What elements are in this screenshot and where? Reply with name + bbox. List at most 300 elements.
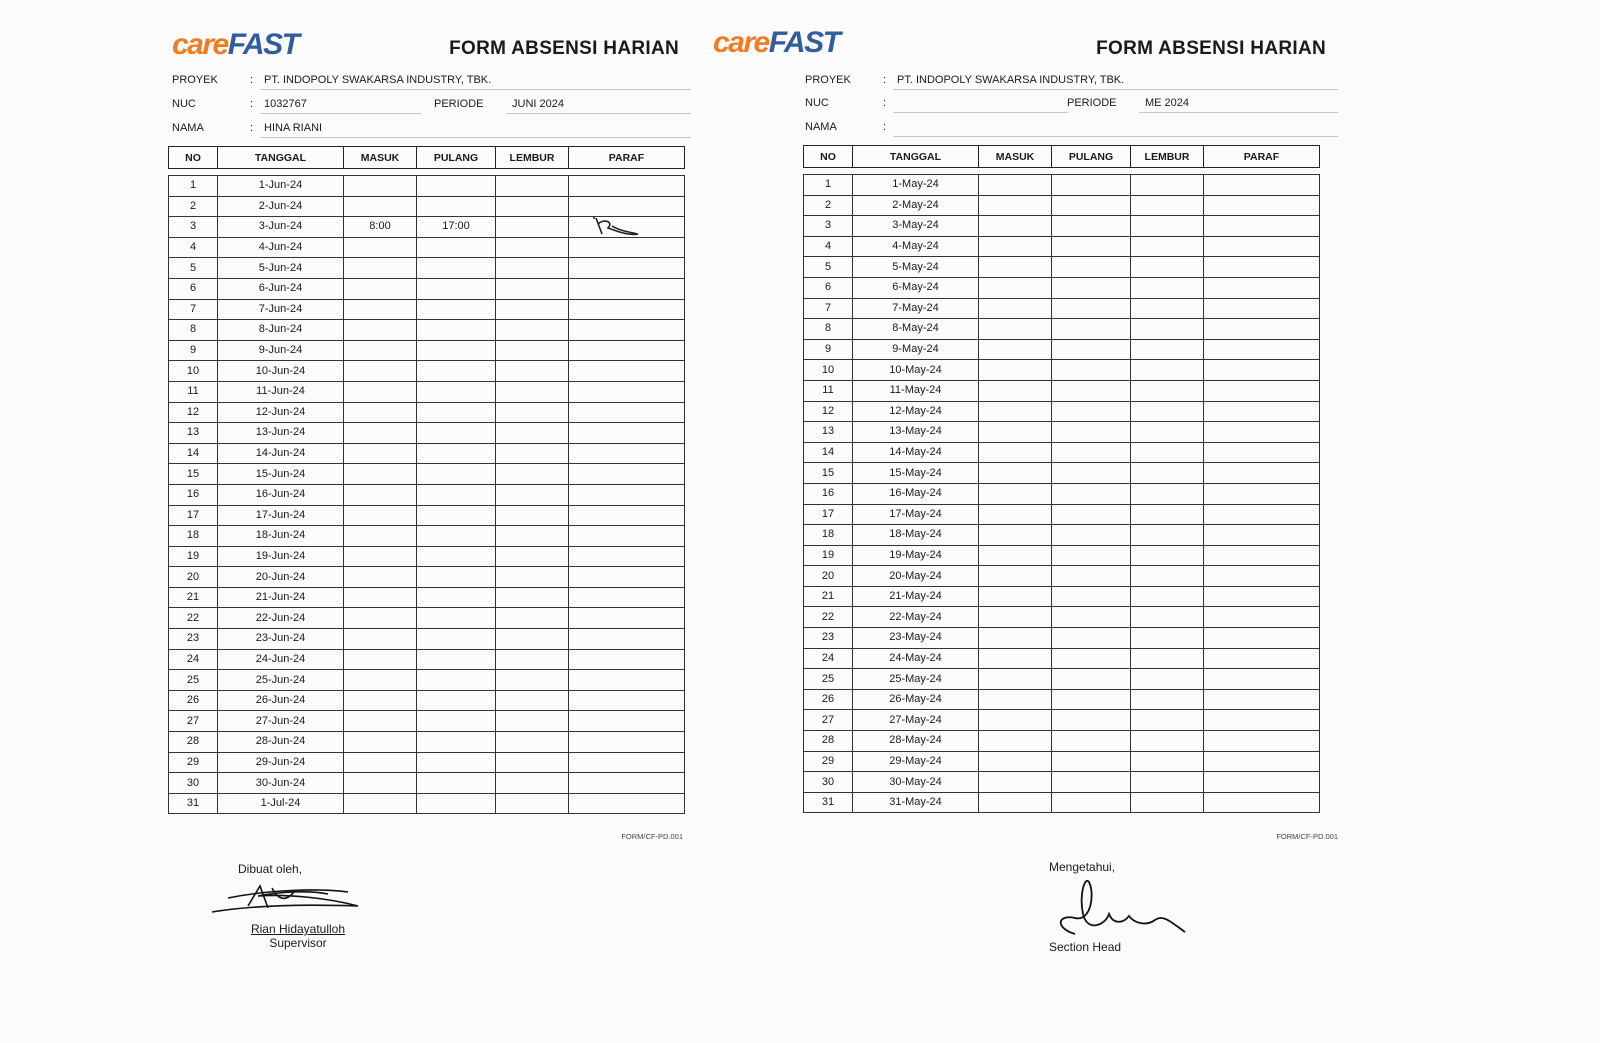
- pulang-cell: [1052, 669, 1131, 690]
- lembur-cell: [496, 567, 569, 588]
- lembur-cell: [1131, 442, 1204, 463]
- paraf-cell: [569, 690, 685, 711]
- lembur-cell: [1131, 566, 1204, 587]
- handwritten-signature-icon: [1035, 874, 1195, 940]
- masuk-cell: [344, 402, 417, 423]
- tanggal-cell: 23-Jun-24: [218, 629, 344, 650]
- tanggal-cell: 27-May-24: [853, 710, 979, 731]
- pulang-cell: [1052, 772, 1131, 793]
- tanggal-cell: 19-May-24: [853, 545, 979, 566]
- tanggal-cell: 14-Jun-24: [218, 443, 344, 464]
- masuk-cell: [344, 237, 417, 258]
- tanggal-cell: 8-Jun-24: [218, 320, 344, 341]
- pulang-cell: [1052, 483, 1131, 504]
- lembur-cell: [1131, 545, 1204, 566]
- pulang-cell: [1052, 628, 1131, 649]
- masuk-cell: [979, 319, 1052, 340]
- table-row: [804, 236, 1320, 257]
- pulang-cell: [417, 258, 496, 279]
- pulang-cell: [417, 752, 496, 773]
- paraf-cell: [569, 773, 685, 794]
- table-row: [169, 464, 685, 485]
- tanggal-cell: 4-May-24: [853, 236, 979, 257]
- no-cell: 1: [804, 175, 853, 196]
- lembur-cell: [496, 278, 569, 299]
- tanggal-cell: 16-Jun-24: [218, 484, 344, 505]
- lembur-cell: [496, 176, 569, 197]
- pulang-cell: [1052, 689, 1131, 710]
- tanggal-cell: 14-May-24: [853, 442, 979, 463]
- paraf-cell: [1204, 339, 1320, 360]
- table-row: [804, 504, 1320, 525]
- paraf-cell: [569, 608, 685, 629]
- table-row: [804, 422, 1320, 443]
- pulang-cell: [417, 402, 496, 423]
- no-cell: 7: [169, 299, 218, 320]
- masuk-cell: [344, 176, 417, 197]
- no-cell: 11: [169, 381, 218, 402]
- no-cell: 30: [169, 773, 218, 794]
- paraf-cell: [1204, 689, 1320, 710]
- no-cell: 27: [804, 710, 853, 731]
- paraf-cell: [1204, 648, 1320, 669]
- no-cell: 24: [169, 649, 218, 670]
- tanggal-cell: 19-Jun-24: [218, 546, 344, 567]
- tanggal-cell: 2-Jun-24: [218, 196, 344, 217]
- paraf-cell: [1204, 483, 1320, 504]
- paraf-cell: [569, 464, 685, 485]
- tanggal-cell: 7-May-24: [853, 298, 979, 319]
- lembur-cell: [1131, 586, 1204, 607]
- col-header: TANGGAL: [218, 147, 344, 169]
- table-row: [169, 752, 685, 773]
- table-row: [804, 319, 1320, 340]
- lembur-cell: [496, 196, 569, 217]
- pulang-cell: [417, 546, 496, 567]
- no-cell: 30: [804, 772, 853, 793]
- paraf-cell: [1204, 463, 1320, 484]
- no-cell: 9: [169, 340, 218, 361]
- col-header: MASUK: [344, 147, 417, 169]
- table-row: [804, 669, 1320, 690]
- lembur-cell: [1131, 216, 1204, 237]
- masuk-cell: [344, 690, 417, 711]
- lembur-cell: [1131, 422, 1204, 443]
- no-cell: 8: [804, 319, 853, 340]
- no-cell: 1: [169, 176, 218, 197]
- lembur-cell: [1131, 257, 1204, 278]
- lembur-cell: [1131, 525, 1204, 546]
- masuk-cell: [979, 525, 1052, 546]
- masuk-cell: [344, 649, 417, 670]
- lembur-cell: [496, 629, 569, 650]
- pulang-cell: [417, 484, 496, 505]
- tanggal-cell: 24-May-24: [853, 648, 979, 669]
- paraf-cell: [569, 278, 685, 299]
- carefast-logo: careFAST: [713, 26, 840, 59]
- paraf-cell: [1204, 607, 1320, 628]
- pulang-cell: [1052, 463, 1131, 484]
- tanggal-cell: 25-Jun-24: [218, 670, 344, 691]
- pulang-cell: [417, 381, 496, 402]
- masuk-cell: [979, 669, 1052, 690]
- no-cell: 13: [804, 422, 853, 443]
- field-nama: NAMA :: [805, 117, 1338, 137]
- tanggal-cell: 7-Jun-24: [218, 299, 344, 320]
- lembur-cell: [496, 217, 569, 238]
- paraf-signature-icon: [588, 214, 652, 242]
- no-cell: 15: [169, 464, 218, 485]
- paraf-cell: [1204, 504, 1320, 525]
- no-cell: 24: [804, 648, 853, 669]
- pulang-cell: [1052, 380, 1131, 401]
- masuk-cell: [344, 258, 417, 279]
- lembur-cell: [496, 773, 569, 794]
- masuk-cell: [344, 484, 417, 505]
- field-proyek: PROYEK : PT. INDOPOLY SWAKARSA INDUSTRY, TBK.: [805, 70, 1338, 90]
- no-cell: 20: [169, 567, 218, 588]
- table-row: [169, 587, 685, 608]
- pulang-cell: [417, 732, 496, 753]
- carefast-logo: careFAST: [172, 28, 299, 61]
- lembur-cell: [496, 546, 569, 567]
- form-code: FORM/CF-PD.001: [1276, 832, 1338, 841]
- paraf-cell: [1204, 545, 1320, 566]
- table-row: [804, 607, 1320, 628]
- pulang-cell: [417, 464, 496, 485]
- table-row: [804, 586, 1320, 607]
- masuk-cell: [979, 236, 1052, 257]
- tanggal-cell: 12-May-24: [853, 401, 979, 422]
- field-nuc-periode: NUC : PERIODE ME 2024: [805, 93, 1338, 113]
- masuk-cell: [979, 731, 1052, 752]
- pulang-cell: [1052, 175, 1131, 196]
- masuk-cell: [979, 545, 1052, 566]
- no-cell: 17: [804, 504, 853, 525]
- no-cell: 28: [804, 731, 853, 752]
- no-cell: 23: [804, 628, 853, 649]
- no-cell: 29: [804, 751, 853, 772]
- tanggal-cell: 17-May-24: [853, 504, 979, 525]
- tanggal-cell: 5-Jun-24: [218, 258, 344, 279]
- table-row: [169, 402, 685, 423]
- paraf-cell: [1204, 257, 1320, 278]
- paraf-cell: [569, 629, 685, 650]
- col-header: LEMBUR: [1131, 146, 1204, 168]
- masuk-cell: [979, 360, 1052, 381]
- tanggal-cell: 10-Jun-24: [218, 361, 344, 382]
- masuk-cell: [344, 587, 417, 608]
- table-row: [169, 649, 685, 670]
- pulang-cell: [1052, 751, 1131, 772]
- col-header: PARAF: [1204, 146, 1320, 168]
- paraf-cell: [569, 793, 685, 814]
- tanggal-cell: 10-May-24: [853, 360, 979, 381]
- tanggal-cell: 3-Jun-24: [218, 217, 344, 238]
- lembur-cell: [1131, 319, 1204, 340]
- pulang-cell: 17:00: [417, 217, 496, 238]
- paraf-cell: [569, 320, 685, 341]
- pulang-cell: [417, 237, 496, 258]
- masuk-cell: [344, 299, 417, 320]
- form-title: FORM ABSENSI HARIAN: [449, 38, 679, 59]
- no-cell: 28: [169, 732, 218, 753]
- tanggal-cell: 30-May-24: [853, 772, 979, 793]
- lembur-cell: [1131, 504, 1204, 525]
- pulang-cell: [1052, 566, 1131, 587]
- masuk-cell: [344, 464, 417, 485]
- no-cell: 11: [804, 380, 853, 401]
- lembur-cell: [1131, 298, 1204, 319]
- periode-value: ME 2024: [1145, 97, 1190, 109]
- masuk-cell: [979, 257, 1052, 278]
- tanggal-cell: 6-Jun-24: [218, 278, 344, 299]
- col-header: TANGGAL: [853, 146, 979, 168]
- paraf-cell: [1204, 628, 1320, 649]
- table-row: [804, 710, 1320, 731]
- lembur-cell: [496, 732, 569, 753]
- no-cell: 5: [169, 258, 218, 279]
- no-cell: 22: [169, 608, 218, 629]
- table-row: [804, 689, 1320, 710]
- form-title: FORM ABSENSI HARIAN: [1096, 38, 1326, 59]
- no-cell: 3: [804, 216, 853, 237]
- masuk-cell: 8:00: [344, 217, 417, 238]
- no-cell: 10: [804, 360, 853, 381]
- pulang-cell: [417, 320, 496, 341]
- masuk-cell: [344, 711, 417, 732]
- pulang-cell: [417, 423, 496, 444]
- table-row: [804, 216, 1320, 237]
- pulang-cell: [1052, 442, 1131, 463]
- pulang-cell: [417, 299, 496, 320]
- no-cell: 4: [804, 236, 853, 257]
- table-row: [804, 442, 1320, 463]
- masuk-cell: [979, 483, 1052, 504]
- pulang-cell: [1052, 236, 1131, 257]
- table-row: [169, 443, 685, 464]
- table-row: [169, 278, 685, 299]
- masuk-cell: [344, 793, 417, 814]
- tanggal-cell: 13-May-24: [853, 422, 979, 443]
- masuk-cell: [344, 340, 417, 361]
- lembur-cell: [496, 505, 569, 526]
- no-cell: 21: [804, 586, 853, 607]
- pulang-cell: [1052, 586, 1131, 607]
- masuk-cell: [344, 381, 417, 402]
- no-cell: 31: [169, 793, 218, 814]
- tanggal-cell: 21-Jun-24: [218, 587, 344, 608]
- table-row: [169, 546, 685, 567]
- masuk-cell: [979, 792, 1052, 813]
- pulang-cell: [1052, 731, 1131, 752]
- paraf-cell: [1204, 236, 1320, 257]
- lembur-cell: [1131, 772, 1204, 793]
- table-row: [169, 340, 685, 361]
- lembur-cell: [496, 320, 569, 341]
- tanggal-cell: 22-May-24: [853, 607, 979, 628]
- paraf-cell: [1204, 710, 1320, 731]
- pulang-cell: [1052, 257, 1131, 278]
- pulang-cell: [1052, 216, 1131, 237]
- tanggal-cell: 11-Jun-24: [218, 381, 344, 402]
- col-header: PULANG: [417, 147, 496, 169]
- pulang-cell: [417, 340, 496, 361]
- masuk-cell: [344, 443, 417, 464]
- paraf-cell: [569, 505, 685, 526]
- table-row: [804, 628, 1320, 649]
- table-row: [804, 195, 1320, 216]
- pulang-cell: [417, 505, 496, 526]
- no-cell: 6: [169, 278, 218, 299]
- table-row: [169, 361, 685, 382]
- table-row: [169, 732, 685, 753]
- no-cell: 25: [804, 669, 853, 690]
- pulang-cell: [417, 443, 496, 464]
- paraf-cell: [569, 711, 685, 732]
- paraf-cell: [569, 381, 685, 402]
- table-row: [169, 484, 685, 505]
- table-row: [804, 483, 1320, 504]
- lembur-cell: [1131, 236, 1204, 257]
- lembur-cell: [496, 526, 569, 547]
- pulang-cell: [1052, 298, 1131, 319]
- paraf-cell: [569, 361, 685, 382]
- signature-section-head: Mengetahui, Section Head: [1035, 860, 1195, 954]
- paraf-cell: [569, 258, 685, 279]
- masuk-cell: [344, 320, 417, 341]
- masuk-cell: [344, 546, 417, 567]
- table-row: [804, 277, 1320, 298]
- pulang-cell: [1052, 339, 1131, 360]
- table-row: [804, 525, 1320, 546]
- periode-value: JUNI 2024: [512, 98, 564, 110]
- no-cell: 18: [804, 525, 853, 546]
- field-nama: NAMA : HINA RIANI: [172, 118, 691, 138]
- table-row: [169, 526, 685, 547]
- paraf-cell: [1204, 792, 1320, 813]
- lembur-cell: [1131, 628, 1204, 649]
- tanggal-cell: 3-May-24: [853, 216, 979, 237]
- tanggal-cell: 16-May-24: [853, 483, 979, 504]
- paraf-cell: [1204, 442, 1320, 463]
- tanggal-cell: 18-May-24: [853, 525, 979, 546]
- no-cell: 8: [169, 320, 218, 341]
- masuk-cell: [979, 401, 1052, 422]
- masuk-cell: [344, 608, 417, 629]
- paraf-cell: [569, 587, 685, 608]
- tanggal-cell: 20-Jun-24: [218, 567, 344, 588]
- masuk-cell: [344, 670, 417, 691]
- masuk-cell: [344, 361, 417, 382]
- lembur-cell: [496, 258, 569, 279]
- nuc-value: 1032767: [264, 98, 307, 110]
- lembur-cell: [496, 464, 569, 485]
- table-row: [169, 773, 685, 794]
- pulang-cell: [1052, 710, 1131, 731]
- pulang-cell: [1052, 277, 1131, 298]
- no-cell: 23: [169, 629, 218, 650]
- pulang-cell: [1052, 525, 1131, 546]
- table-row: [804, 648, 1320, 669]
- paraf-cell: [1204, 175, 1320, 196]
- paraf-cell: [569, 484, 685, 505]
- lembur-cell: [496, 423, 569, 444]
- paraf-cell: [569, 299, 685, 320]
- col-header: NO: [169, 147, 218, 169]
- tanggal-cell: 25-May-24: [853, 669, 979, 690]
- tanggal-cell: 30-Jun-24: [218, 773, 344, 794]
- masuk-cell: [344, 526, 417, 547]
- no-cell: 5: [804, 257, 853, 278]
- pulang-cell: [417, 773, 496, 794]
- no-cell: 12: [804, 401, 853, 422]
- table-row: [804, 566, 1320, 587]
- attendance-table: [803, 145, 1320, 813]
- tanggal-cell: 15-May-24: [853, 463, 979, 484]
- masuk-cell: [979, 175, 1052, 196]
- no-cell: 26: [804, 689, 853, 710]
- lembur-cell: [1131, 360, 1204, 381]
- table-row: [804, 175, 1320, 196]
- pulang-cell: [1052, 195, 1131, 216]
- pulang-cell: [1052, 607, 1131, 628]
- tanggal-cell: 13-Jun-24: [218, 423, 344, 444]
- lembur-cell: [496, 402, 569, 423]
- masuk-cell: [979, 689, 1052, 710]
- col-header: LEMBUR: [496, 147, 569, 169]
- pulang-cell: [417, 587, 496, 608]
- tanggal-cell: 6-May-24: [853, 277, 979, 298]
- table-row: [169, 505, 685, 526]
- attendance-form-may: [713, 0, 1340, 1043]
- field-proyek: PROYEK : PT. INDOPOLY SWAKARSA INDUSTRY, TBK.: [172, 70, 691, 90]
- paraf-cell: [1204, 422, 1320, 443]
- pulang-cell: [417, 526, 496, 547]
- lembur-cell: [1131, 731, 1204, 752]
- no-cell: 19: [169, 546, 218, 567]
- table-row: [804, 792, 1320, 813]
- no-cell: 26: [169, 690, 218, 711]
- no-cell: 21: [169, 587, 218, 608]
- paraf-cell: [1204, 298, 1320, 319]
- paraf-cell: [569, 526, 685, 547]
- masuk-cell: [344, 752, 417, 773]
- paraf-cell: [1204, 772, 1320, 793]
- masuk-cell: [979, 298, 1052, 319]
- lembur-cell: [496, 340, 569, 361]
- lembur-cell: [1131, 669, 1204, 690]
- tanggal-cell: 26-May-24: [853, 689, 979, 710]
- col-header: NO: [804, 146, 853, 168]
- lembur-cell: [1131, 689, 1204, 710]
- no-cell: 16: [804, 483, 853, 504]
- paraf-cell: [569, 649, 685, 670]
- lembur-cell: [1131, 463, 1204, 484]
- table-row: [804, 545, 1320, 566]
- pulang-cell: [1052, 504, 1131, 525]
- signature-supervisor: Dibuat oleh, Rian Hidayatulloh Supervisor: [218, 862, 378, 950]
- col-header: PULANG: [1052, 146, 1131, 168]
- masuk-cell: [979, 277, 1052, 298]
- tanggal-cell: 9-Jun-24: [218, 340, 344, 361]
- lembur-cell: [496, 484, 569, 505]
- pulang-cell: [417, 690, 496, 711]
- lembur-cell: [1131, 401, 1204, 422]
- no-cell: 2: [804, 195, 853, 216]
- pulang-cell: [417, 608, 496, 629]
- masuk-cell: [979, 628, 1052, 649]
